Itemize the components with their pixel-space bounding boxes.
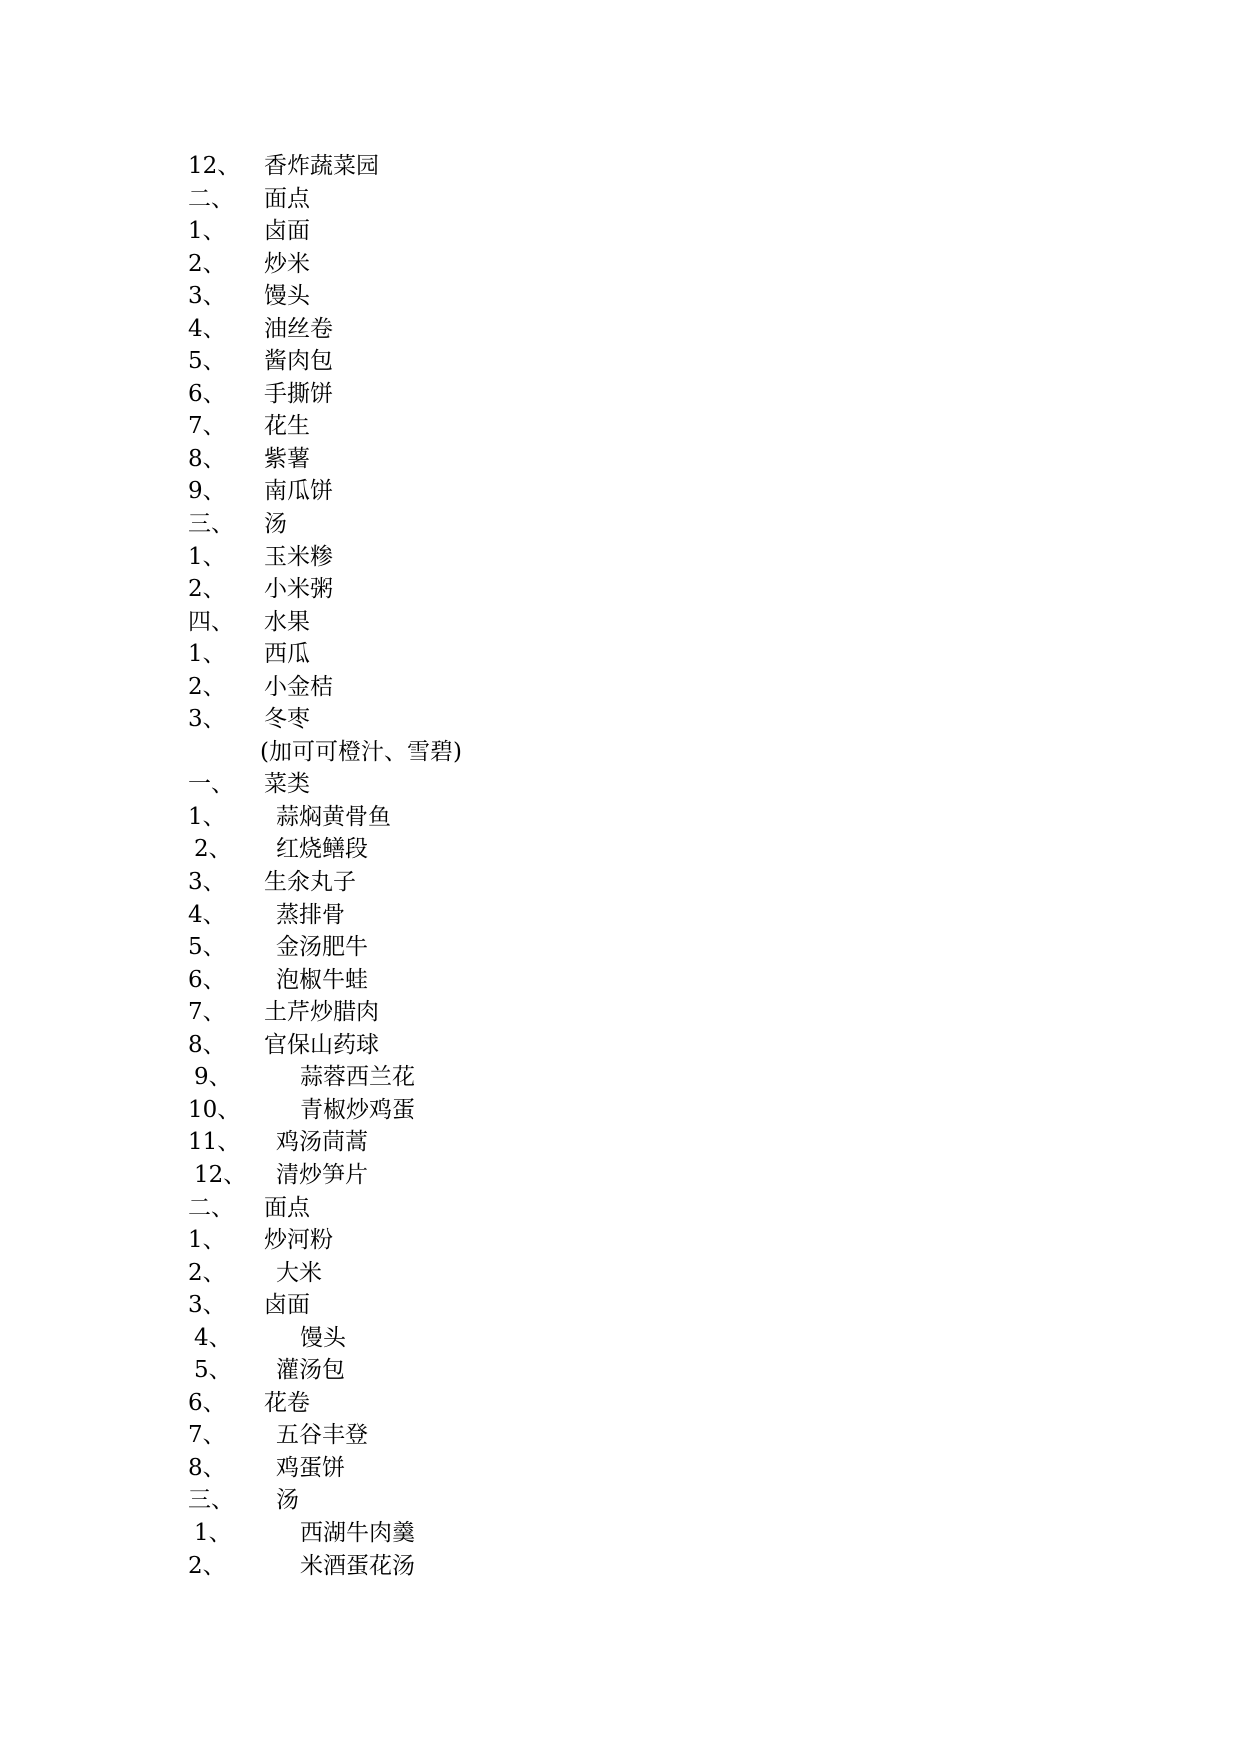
menu-item xyxy=(188,183,462,216)
menu-item-label: 蒸排骨 xyxy=(276,901,345,928)
menu-item-number: 8、 xyxy=(188,1031,226,1058)
menu-item-number: 一、 xyxy=(188,771,234,798)
menu-item-number: 二、 xyxy=(188,185,234,212)
menu-item-label: 水果 xyxy=(264,608,310,635)
menu-item-label: 面点 xyxy=(264,185,310,212)
menu-item xyxy=(188,443,462,476)
menu-item xyxy=(188,1257,462,1290)
menu-item xyxy=(188,508,462,541)
menu-item-label: 手撕饼 xyxy=(264,380,333,407)
menu-item-number: 3、 xyxy=(188,869,226,896)
menu-item-label: 五谷丰登 xyxy=(276,1422,368,1449)
menu-item-label: 泡椒牛蛙 xyxy=(276,966,368,993)
menu-item-number: 1、 xyxy=(188,543,226,570)
menu-item-number: 1、 xyxy=(194,1519,232,1546)
menu-item-label: 馒头 xyxy=(264,283,310,310)
menu-item xyxy=(188,410,462,443)
menu-item xyxy=(188,280,462,313)
menu-item-number: 9、 xyxy=(194,1064,232,1091)
menu-item-label: 蒜蓉西兰花 xyxy=(300,1064,415,1091)
menu-item xyxy=(188,378,462,411)
menu-item-label: 香炸蔬菜园 xyxy=(264,153,379,179)
menu-item xyxy=(188,1484,462,1517)
menu-item-number: 2、 xyxy=(188,673,226,700)
menu-item-label: 小米粥 xyxy=(264,576,333,603)
menu-item xyxy=(188,899,462,932)
menu-item xyxy=(188,768,462,801)
menu-item-number: 7、 xyxy=(188,413,226,440)
menu-item xyxy=(188,573,462,606)
menu-item-number: 四、 xyxy=(188,608,234,635)
menu-item-number: 5、 xyxy=(188,348,226,375)
menu-item-label: 清炒笋片 xyxy=(276,1161,368,1188)
menu-item xyxy=(188,996,462,1029)
menu-item-label: 西瓜 xyxy=(264,641,310,668)
menu-item-label: 西湖牛肉羹 xyxy=(300,1519,415,1546)
menu-item-label: 馒头 xyxy=(300,1324,346,1351)
menu-item xyxy=(188,1094,462,1127)
menu-item xyxy=(188,1029,462,1062)
menu-item-number: 4、 xyxy=(188,901,226,928)
menu-item xyxy=(188,671,462,704)
menu-item-number: 4、 xyxy=(194,1324,232,1351)
menu-item xyxy=(188,1387,462,1420)
menu-item xyxy=(188,1452,462,1485)
menu-item-number: 2、 xyxy=(188,1552,226,1579)
menu-item-label: 玉米糁 xyxy=(264,543,333,570)
menu-item-number: 3、 xyxy=(188,1292,226,1319)
menu-item-label: 鸡蛋饼 xyxy=(276,1454,345,1481)
menu-item-number: 7、 xyxy=(188,999,226,1026)
menu-item-label: 青椒炒鸡蛋 xyxy=(300,1096,415,1123)
menu-item-number: 9、 xyxy=(188,478,226,505)
menu-item xyxy=(188,150,462,183)
menu-item-number: 三、 xyxy=(188,1487,234,1514)
menu-item-number: 10、 xyxy=(188,1096,241,1123)
menu-item xyxy=(188,866,462,899)
menu-item-label: 卤面 xyxy=(264,218,310,245)
menu-item-label: 菜类 xyxy=(264,771,310,798)
menu-item-number: 11、 xyxy=(188,1129,241,1156)
menu-item-label: 生氽丸子 xyxy=(264,869,356,896)
menu-item-number: 7、 xyxy=(188,1422,226,1449)
menu-item xyxy=(188,1126,462,1159)
menu-item-label: 花生 xyxy=(264,413,310,440)
menu-item-label: 金汤肥牛 xyxy=(276,934,368,961)
menu-item-label: 面点 xyxy=(264,1194,310,1221)
menu-item-number: 12、 xyxy=(188,153,241,179)
menu-item xyxy=(188,248,462,281)
menu-item-label: 炒米 xyxy=(264,250,310,277)
menu-item xyxy=(188,541,462,574)
menu-item-number: 二、 xyxy=(188,1194,234,1221)
menu-item xyxy=(188,833,462,866)
menu-item-label: 卤面 xyxy=(264,1292,310,1319)
menu-item-label: 花卷 xyxy=(264,1389,310,1416)
menu-item xyxy=(188,801,462,834)
menu-item-label: 冬枣 xyxy=(264,706,310,733)
menu-item xyxy=(188,1289,462,1322)
menu-item-label: 汤 xyxy=(276,1487,299,1514)
menu-item-number: 3、 xyxy=(188,283,226,310)
menu-item-number: 6、 xyxy=(188,966,226,993)
menu-item-number: 12、 xyxy=(194,1161,247,1188)
menu-item xyxy=(188,215,462,248)
menu-item-label: 炒河粉 xyxy=(264,1227,333,1254)
menu-item xyxy=(188,606,462,639)
menu-item xyxy=(188,703,462,736)
menu-item xyxy=(188,1322,462,1355)
menu-item-number: 三、 xyxy=(188,511,234,538)
menu-item-label: 油丝卷 xyxy=(264,315,333,342)
menu-item-label: 南瓜饼 xyxy=(264,478,333,505)
menu-item-label: 米酒蛋花汤 xyxy=(300,1552,415,1579)
menu-item xyxy=(188,313,462,346)
menu-item-number: 4、 xyxy=(188,315,226,342)
menu-item-number: 2、 xyxy=(188,250,226,277)
menu-item-number: 5、 xyxy=(188,934,226,961)
menu-item-label: 鸡汤茼蒿 xyxy=(276,1129,368,1156)
menu-item-number: 1、 xyxy=(188,641,226,668)
menu-item-number: 1、 xyxy=(188,218,226,245)
menu-item xyxy=(188,1419,462,1452)
menu-item-number: 8、 xyxy=(188,1454,226,1481)
menu-item-number: 3、 xyxy=(188,706,226,733)
menu-item-label: 灌汤包 xyxy=(276,1357,345,1384)
menu-item-label: 汤 xyxy=(264,511,287,538)
menu-item xyxy=(188,1061,462,1094)
menu-item xyxy=(188,931,462,964)
menu-list xyxy=(188,150,462,1582)
menu-item xyxy=(188,1224,462,1257)
menu-item xyxy=(188,1192,462,1225)
menu-note xyxy=(188,736,462,769)
menu-item-label: 官保山药球 xyxy=(264,1031,379,1058)
menu-item xyxy=(188,964,462,997)
menu-item-label: 酱肉包 xyxy=(264,348,333,375)
menu-item-number: 5、 xyxy=(194,1357,232,1384)
menu-item-label: 蒜焖黄骨鱼 xyxy=(276,803,391,830)
menu-item-number: 6、 xyxy=(188,380,226,407)
menu-item-label: 小金桔 xyxy=(264,673,333,700)
menu-item-label: 大米 xyxy=(276,1259,322,1286)
menu-item-label: (加可可橙汁、雪碧) xyxy=(260,738,462,765)
menu-item-number: 8、 xyxy=(188,445,226,472)
menu-item-number: 1、 xyxy=(188,803,226,830)
menu-item-number: 6、 xyxy=(188,1389,226,1416)
menu-item-number: 1、 xyxy=(188,1227,226,1254)
menu-item-number: 2、 xyxy=(188,1259,226,1286)
menu-item xyxy=(188,475,462,508)
menu-item xyxy=(188,1159,462,1192)
menu-item-number: 2、 xyxy=(194,836,232,863)
menu-item xyxy=(188,1517,462,1550)
menu-item xyxy=(188,638,462,671)
menu-item-label: 土芹炒腊肉 xyxy=(264,999,379,1026)
menu-item xyxy=(188,1354,462,1387)
menu-item-label: 红烧鳝段 xyxy=(276,836,368,863)
menu-item-number: 2、 xyxy=(188,576,226,603)
menu-item xyxy=(188,1550,462,1583)
menu-item xyxy=(188,345,462,378)
menu-item-label: 紫薯 xyxy=(264,445,310,472)
